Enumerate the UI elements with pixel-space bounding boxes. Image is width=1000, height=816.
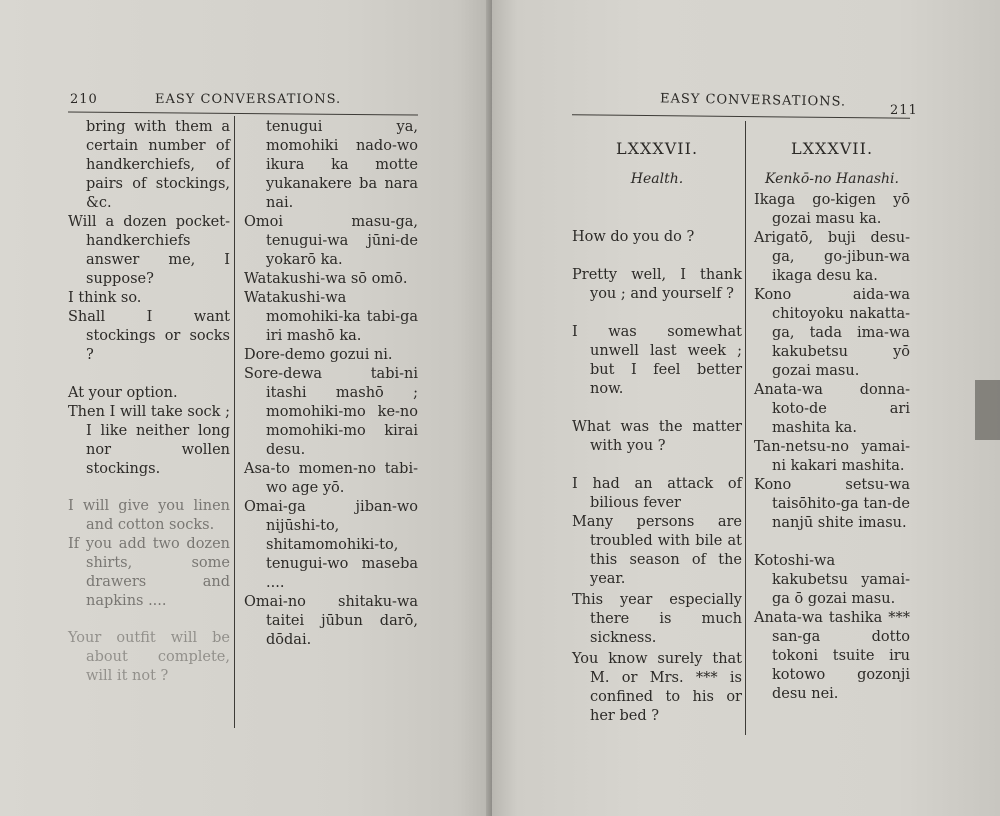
english-column-right (572, 139, 742, 726)
running-head-left: EASY CONVERSATIONS. (155, 92, 342, 107)
japanese-dialogue-6: Kono setsu-wa taisōhito-ga tan-de nanjū shite imasu. (754, 477, 910, 531)
lesson-number-japanese: LXXXVII. (790, 139, 874, 158)
english-line-4: Shall I want stockings or socks ? (68, 309, 230, 363)
japanese-dialogue-7: Kotoshi-wa kakubetsu yamai-ga ō gozai masu. (754, 553, 910, 607)
english-line-3: I think so. (68, 290, 142, 306)
english-dialogue-7: This year especially there is much sickness. (572, 592, 742, 646)
english-dialogue-8: You know surely that M. or Mrs. *** is confined to his or her bed ? (572, 651, 742, 724)
header-rule-right (572, 114, 910, 119)
english-column-left (68, 118, 230, 686)
english-line-7: I will give you linen and cotton socks. (68, 498, 230, 533)
running-head-right: EASY CONVERSATIONS. (659, 91, 847, 110)
japanese-line-9: Omai-no shitaku-wa taitei jūbun darō, dōdai. (244, 594, 418, 648)
japanese-line-6: Sore-dewa tabi-ni itashi mashō ; momohiki-mo ke-no momohiki-mo kirai desu. (244, 366, 418, 458)
japanese-line-3: Watakushi-wa sō omō. (244, 271, 408, 287)
english-line-9: Your outfit will be about complete, will it not ? (68, 630, 230, 684)
column-divider-right (745, 121, 746, 735)
japanese-dialogue-8: Anata-wa tashika *** san-ga dotto tokoni tsuite iru kotowo gozonji desu nei. (754, 610, 910, 702)
english-line-8: If you add two dozen shirts, some drawers and napkins .... (68, 536, 230, 609)
japanese-line-2: Omoi masu-ga, tenugui-wa jūni-de yokarō ka. (244, 214, 418, 268)
lesson-title-english: Health. (630, 171, 684, 187)
english-dialogue-4: What was the matter with you ? (572, 419, 742, 454)
page-number-left: 210 (70, 92, 98, 107)
japanese-column-left (244, 118, 418, 650)
english-line-2: Will a dozen pocket-handkerchiefs answer me, I suppose? (68, 214, 230, 287)
left-page (0, 0, 492, 816)
right-page (492, 0, 1000, 816)
column-divider-left (234, 116, 235, 728)
english-line-1: bring with them a certain number of handkerchiefs, of pairs of stockings, &c. (86, 119, 230, 211)
page-edge-shadow (975, 380, 1000, 440)
japanese-line-7: Asa-to momen-no tabi-wo age yō. (244, 461, 418, 496)
japanese-dialogue-1: Ikaga go-kigen yō gozai masu ka. (754, 192, 910, 227)
japanese-dialogue-3: Kono aida-wa chitoyoku nakatta-ga, tada ima-wa kakubetsu yō gozai masu. (754, 287, 910, 379)
header-rule-left (68, 111, 418, 115)
japanese-line-5: Dore-demo gozui ni. (244, 347, 393, 363)
english-dialogue-6: Many persons are troubled with bile at this season of the year. (572, 514, 742, 587)
lesson-title-japanese: Kenkō-no Hanashi. (765, 171, 899, 187)
japanese-line-8: Omai-ga jiban-wo nijūshi-to, shitamomohiki-to, tenugui-wo maseba .... (244, 499, 418, 591)
japanese-column-right (754, 139, 910, 704)
english-dialogue-5: I had an attack of bilious fever (572, 476, 742, 511)
japanese-dialogue-5: Tan-netsu-no yamai-ni kakari mashita. (754, 439, 910, 474)
english-dialogue-3: I was somewhat unwell last week ; but I feel better now. (572, 324, 742, 397)
lesson-number-english: LXXXVII. (615, 139, 699, 158)
english-line-5: At your option. (68, 385, 178, 401)
japanese-line-4: Watakushi-wa momohiki-ka tabi-ga iri mashō ka. (244, 290, 418, 344)
japanese-dialogue-4: Anata-wa donna-koto-de ari mashita ka. (754, 382, 910, 436)
english-dialogue-1: How do you do ? (572, 229, 695, 245)
english-line-6: Then I will take sock ; I like neither long nor wollen stockings. (68, 404, 230, 477)
japanese-dialogue-2: Arigatō, buji desu-ga, go-jibun-wa ikaga desu ka. (754, 230, 910, 284)
page-number-right: 211 (890, 103, 918, 118)
english-dialogue-2: Pretty well, I thank you ; and yourself ? (572, 267, 742, 302)
japanese-line-1: tenugui ya, momohiki nado-wo ikura ka motte yukanakere ba nara nai. (266, 119, 418, 211)
